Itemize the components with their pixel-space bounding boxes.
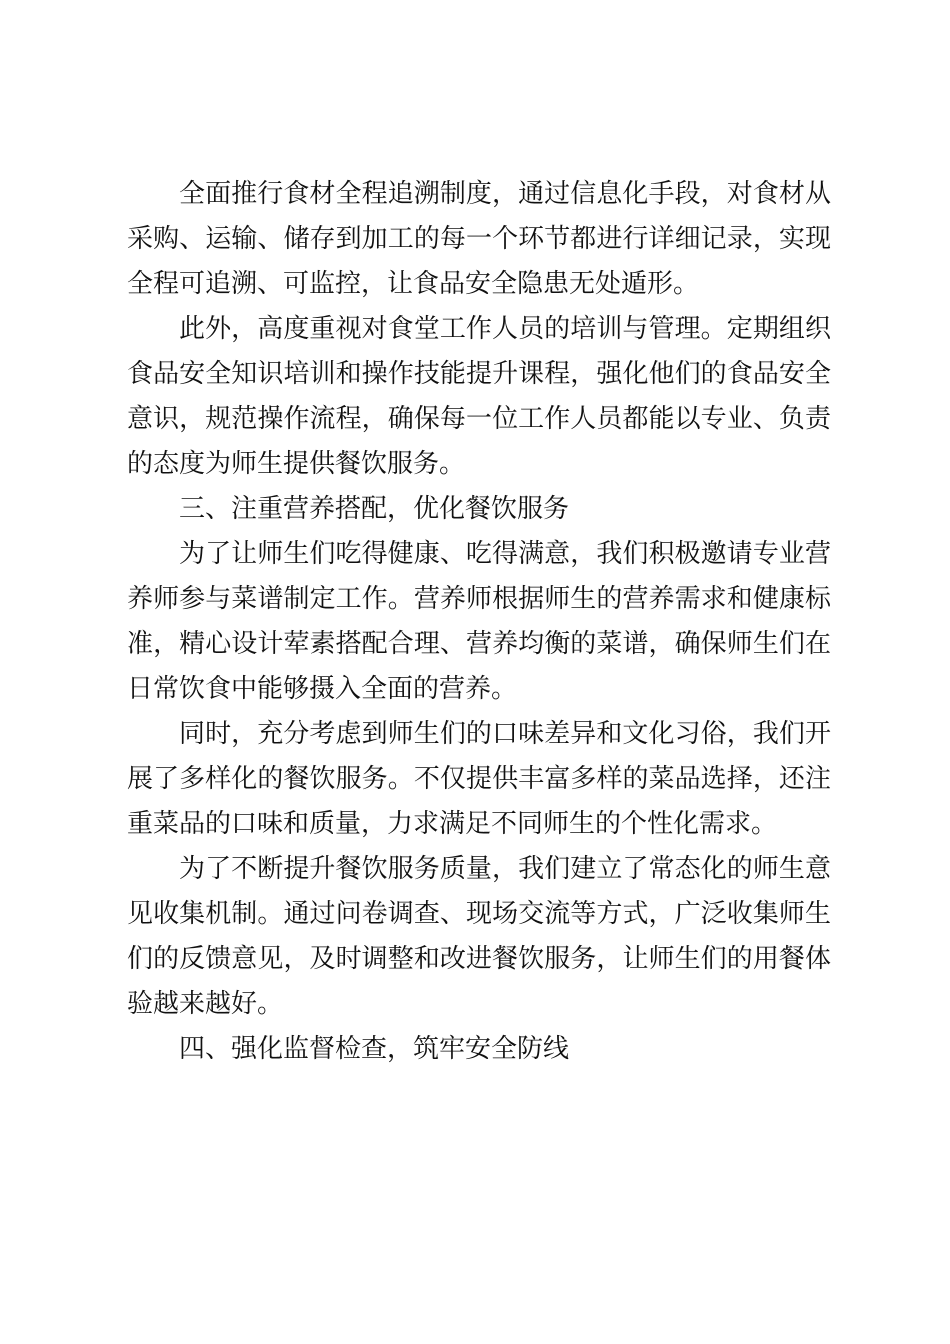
document-page [127,172,831,1072]
paragraph-nutritionist: 为了让师生们吃得健康、吃得满意，我们积极邀请专业营养师参与菜谱制定工作。营养师根据师生的营养需求和健康标准，精心设计荤素搭配合理、营养均衡的菜谱，确保师生们在日常饮食中能够摄入全面的营养。 [127,539,831,704]
paragraph-diverse-service: 同时，充分考虑到师生们的口味差异和文化习俗，我们开展了多样化的餐饮服务。不仅提供丰富多样的菜品选择，还注重菜品的口味和质量，力求满足不同师生的个性化需求。 [127,719,831,839]
paragraph-traceability: 全面推行食材全程追溯制度，通过信息化手段，对食材从采购、运输、储存到加工的每一个环节都进行详细记录，实现全程可追溯、可监控，让食品安全隐患无处遁形。 [127,179,831,299]
section-heading-nutrition: 三、注重营养搭配，优化餐饮服务 [179,494,570,524]
paragraph-feedback: 为了不断提升餐饮服务质量，我们建立了常态化的师生意见收集机制。通过问卷调查、现场交流等方式，广泛收集师生们的反馈意见，及时调整和改进餐饮服务，让师生们的用餐体验越来越好。 [127,854,831,1019]
section-heading-supervision: 四、强化监督检查，筑牢安全防线 [179,1034,570,1064]
paragraph-staff-training: 此外，高度重视对食堂工作人员的培训与管理。定期组织食品安全知识培训和操作技能提升课程，强化他们的食品安全意识，规范操作流程，确保每一位工作人员都能以专业、负责的态度为师生提供餐饮服务。 [127,314,831,479]
